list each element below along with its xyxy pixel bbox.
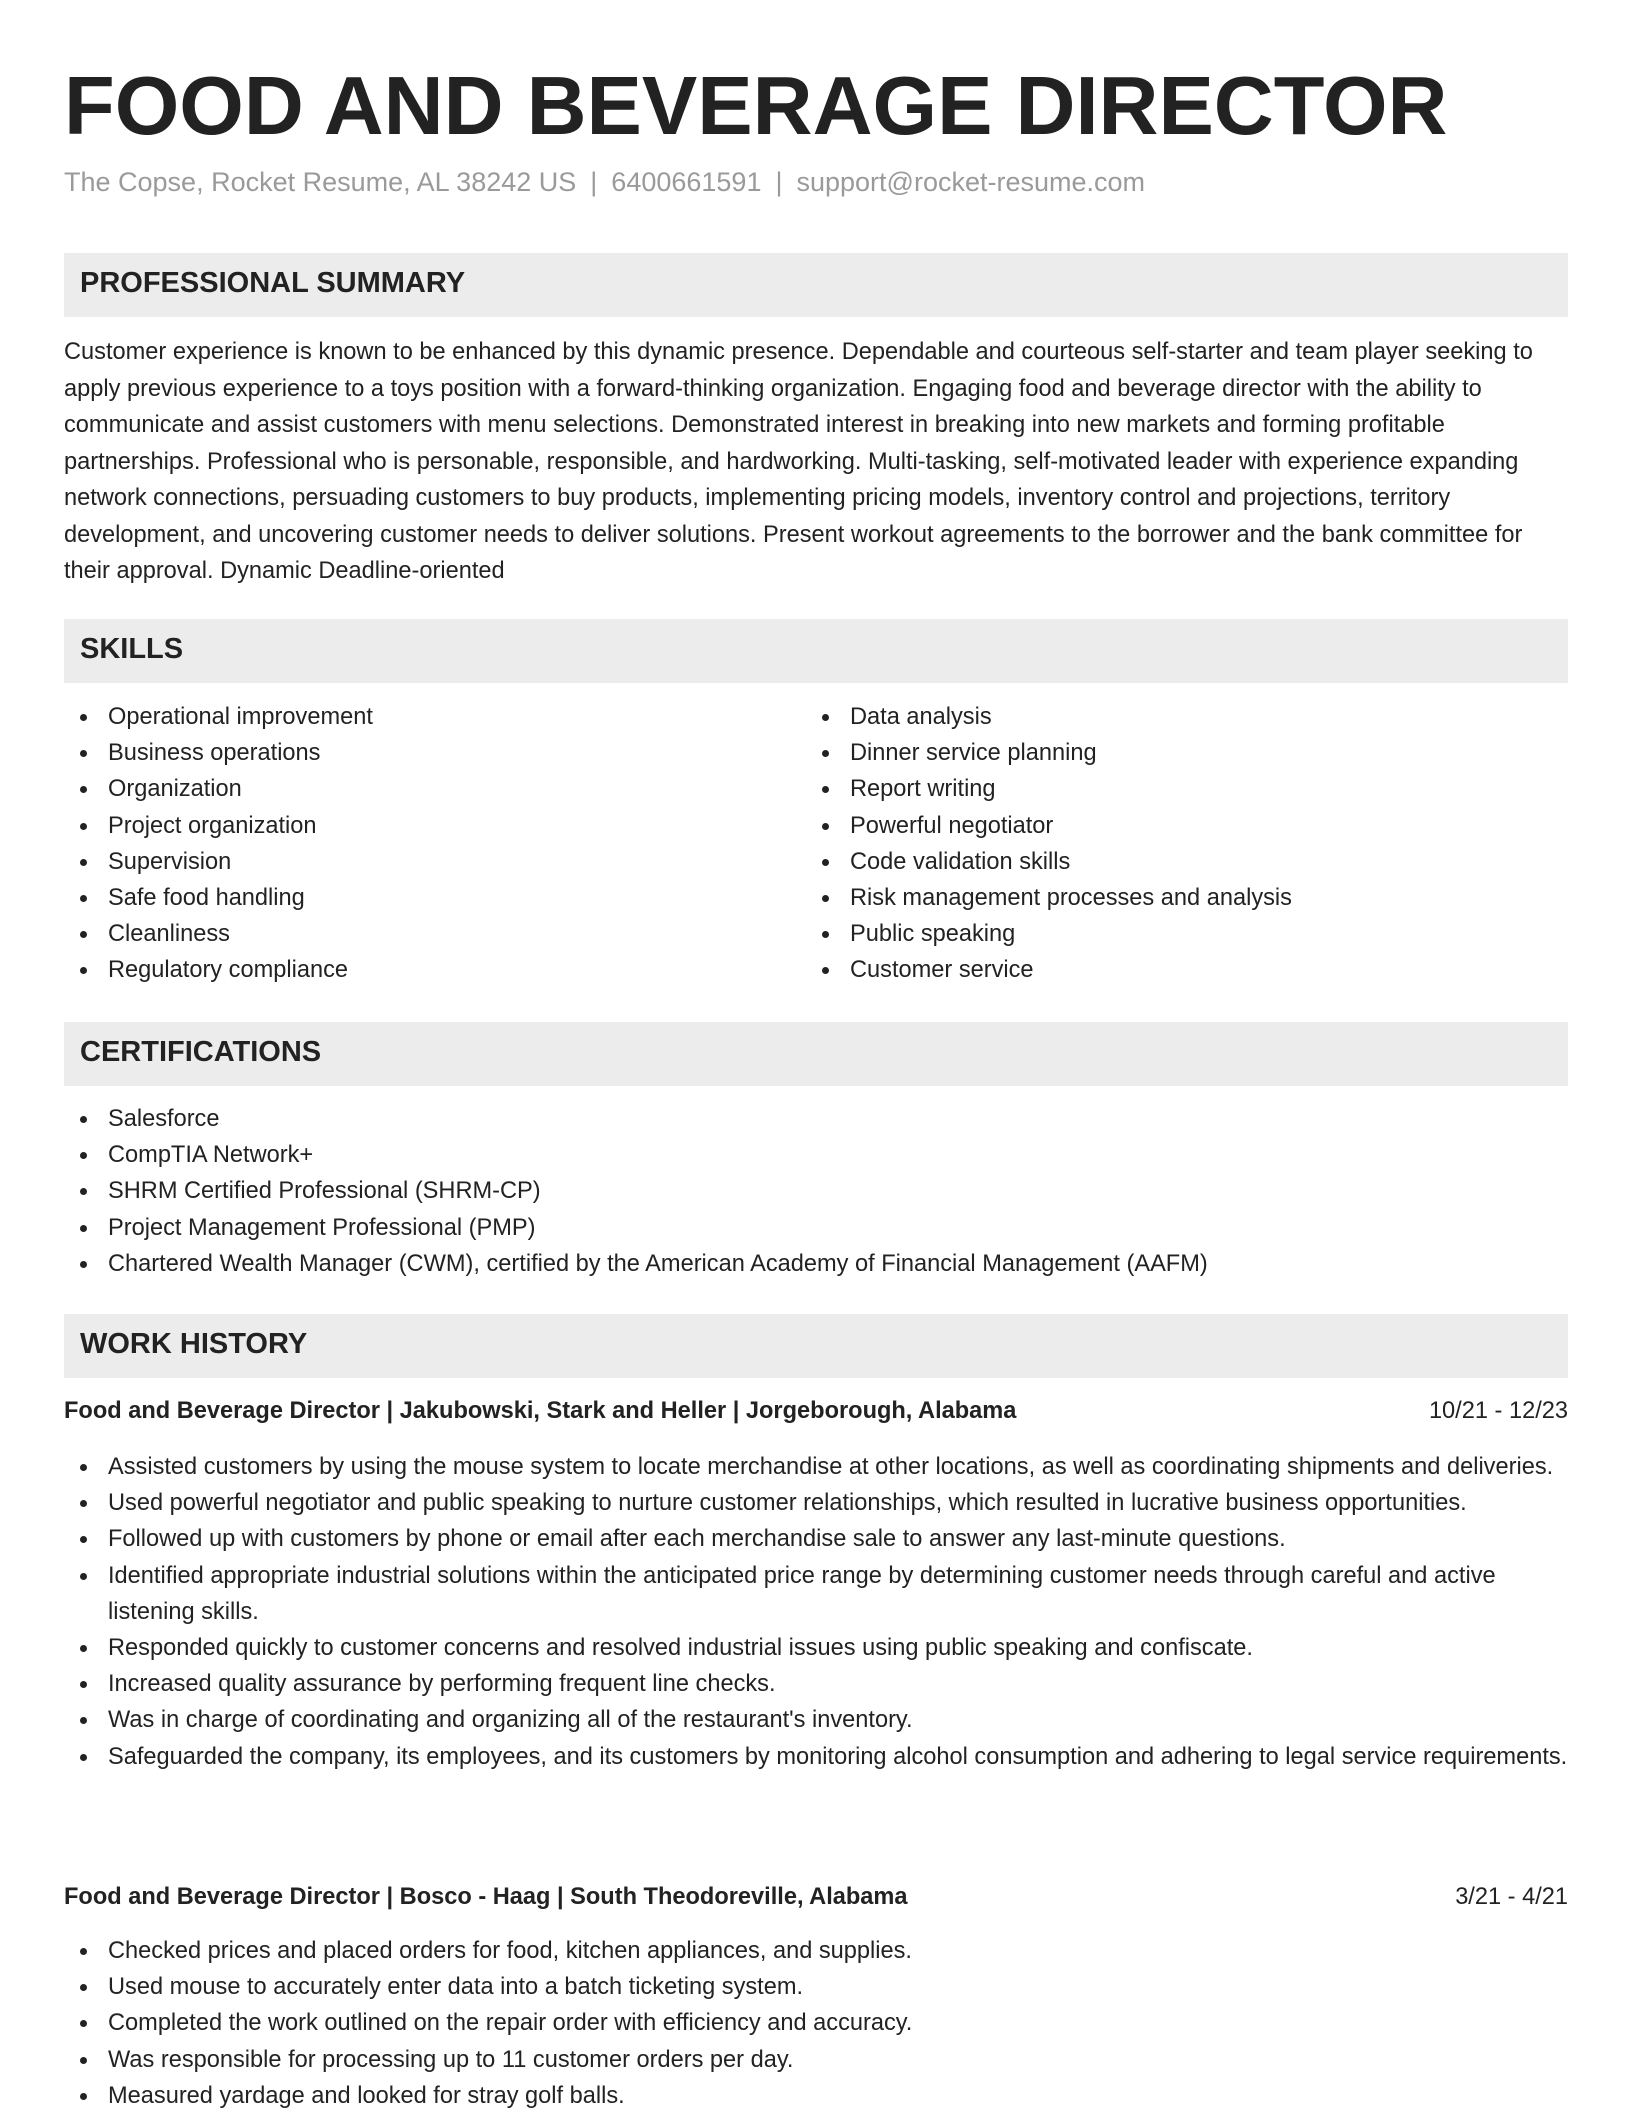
contact-phone: 6400661591 bbox=[611, 167, 762, 197]
list-item: Organization bbox=[64, 771, 804, 807]
section-header-summary bbox=[64, 253, 1568, 317]
list-item: Code validation skills bbox=[806, 844, 1568, 880]
list-item: Regulatory compliance bbox=[64, 952, 804, 988]
list-item: Supervision bbox=[64, 844, 804, 880]
list-item: Responded quickly to customer concerns and resolved industrial issues using public speaking and confiscate. bbox=[64, 1630, 1568, 1666]
section-header-skills bbox=[64, 619, 1568, 683]
list-item: Chartered Wealth Manager (CWM), certified by the American Academy of Financial Management (AAFM) bbox=[64, 1246, 1568, 1282]
list-item: Measured yardage and looked for stray golf balls. bbox=[64, 2078, 1568, 2114]
contact-address: The Copse, Rocket Resume, AL 38242 US bbox=[64, 167, 577, 197]
job-bullets bbox=[64, 1449, 1568, 1775]
job-dates: 10/21 - 12/23 bbox=[1428, 1398, 1568, 1424]
list-item: Data analysis bbox=[806, 699, 1568, 735]
job-dates: 3/21 - 4/21 bbox=[1455, 1884, 1568, 1910]
list-item: Assisted customers by using the mouse system to locate merchandise at other locations, as well as coordinating shipments and deliveries. bbox=[64, 1449, 1568, 1485]
section-title: SKILLS bbox=[80, 633, 184, 665]
section-header-certifications bbox=[64, 1022, 1568, 1086]
list-item: Powerful negotiator bbox=[806, 808, 1568, 844]
list-item: Used mouse to accurately enter data into a batch ticketing system. bbox=[64, 1969, 1568, 2005]
list-item: Customer service bbox=[806, 952, 1568, 988]
list-item: CompTIA Network+ bbox=[64, 1137, 1568, 1173]
section-title: CERTIFICATIONS bbox=[80, 1036, 322, 1068]
list-item: Was in charge of coordinating and organizing all of the restaurant's inventory. bbox=[64, 1702, 1568, 1738]
job-bullets bbox=[64, 1933, 1568, 2114]
skills-list-right bbox=[806, 699, 1568, 989]
list-item: Report writing bbox=[806, 771, 1568, 807]
list-item: Public speaking bbox=[806, 916, 1568, 952]
list-item: Business operations bbox=[64, 735, 804, 771]
list-item: Safeguarded the company, its employees, and its customers by monitoring alcohol consumption and adhering to legal service requirements. bbox=[64, 1739, 1568, 1775]
list-item: Operational improvement bbox=[64, 699, 804, 735]
list-item: Was responsible for processing up to 11 customer orders per day. bbox=[64, 2042, 1568, 2078]
summary-text: Customer experience is known to be enhanced by this dynamic presence. Dependable and courteous self-starter and team player seeking to apply previous experience to a toys position with a forward-thinking organization. Engaging food and beverage director with the ability to communicate and assist customers with menu selections. Demonstrated interest in breaking into new markets and forming profitable partnerships. Professional who is personable, responsible, and hardworking. Multi-tasking, self-motivated leader with experience expanding network connections, persuading customers to buy products, implementing pricing models, inventory control and projections, territory development, and uncovering customer needs to deliver solutions. Present workout agreements to the borrower and the bank committee for their approval. Dynamic Deadline-oriented bbox=[64, 339, 1533, 584]
list-item: Identified appropriate industrial solutions within the anticipated price range by determining customer needs through careful and active listening skills. bbox=[64, 1558, 1568, 1630]
section-title: PROFESSIONAL SUMMARY bbox=[80, 267, 466, 299]
list-item: Dinner service planning bbox=[806, 735, 1568, 771]
contact-email: support@rocket-resume.com bbox=[796, 167, 1146, 197]
certifications-list bbox=[64, 1101, 1568, 1282]
contact-line bbox=[64, 167, 1145, 198]
section-title: WORK HISTORY bbox=[80, 1328, 308, 1360]
list-item: Checked prices and placed orders for food, kitchen appliances, and supplies. bbox=[64, 1933, 1568, 1969]
list-item: Followed up with customers by phone or email after each merchandise sale to answer any last-minute questions. bbox=[64, 1521, 1568, 1557]
job-title: Food and Beverage Director | Bosco - Haag | South Theodoreville, Alabama bbox=[64, 1884, 908, 1910]
list-item: Increased quality assurance by performing frequent line checks. bbox=[64, 1666, 1568, 1702]
list-item: Project organization bbox=[64, 808, 804, 844]
list-item: Salesforce bbox=[64, 1101, 1568, 1137]
list-item: Project Management Professional (PMP) bbox=[64, 1210, 1568, 1246]
list-item: Used powerful negotiator and public speaking to nurture customer relationships, which resulted in lucrative business opportunities. bbox=[64, 1485, 1568, 1521]
list-item: Cleanliness bbox=[64, 916, 804, 952]
section-header-work-history bbox=[64, 1314, 1568, 1378]
skills-list-left bbox=[64, 699, 804, 989]
page-title: FOOD AND BEVERAGE DIRECTOR bbox=[64, 59, 1448, 152]
contact-separator: | bbox=[775, 167, 783, 197]
contact-separator: | bbox=[590, 167, 598, 197]
list-item: Risk management processes and analysis bbox=[806, 880, 1568, 916]
job-title: Food and Beverage Director | Jakubowski, Stark and Heller | Jorgeborough, Alabama bbox=[64, 1398, 1017, 1424]
list-item: Safe food handling bbox=[64, 880, 804, 916]
list-item: Completed the work outlined on the repair order with efficiency and accuracy. bbox=[64, 2005, 1568, 2041]
list-item: SHRM Certified Professional (SHRM-CP) bbox=[64, 1173, 1568, 1209]
